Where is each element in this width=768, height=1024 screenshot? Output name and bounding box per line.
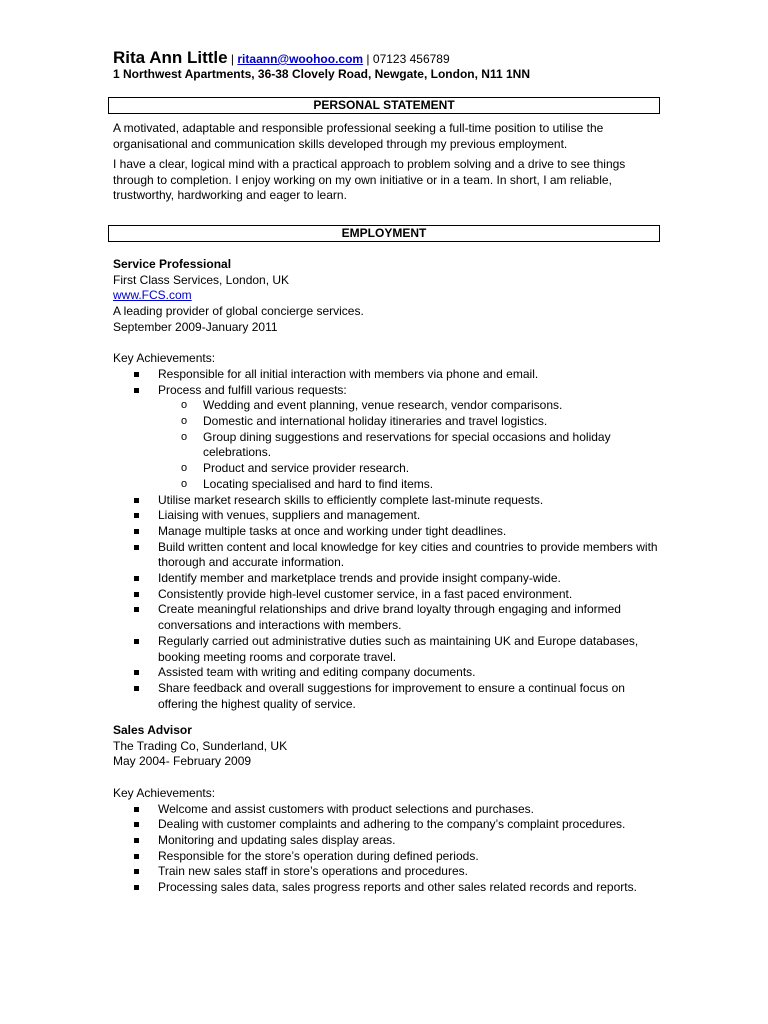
list-item: Monitoring and updating sales display areas. <box>158 833 658 849</box>
employment-dates: September 2009-January 2011 <box>113 319 278 334</box>
list-item: Liaising with venues, suppliers and management. <box>158 508 658 524</box>
list-item: Manage multiple tasks at once and working under tight deadlines. <box>158 524 658 540</box>
email-link[interactable]: ritaann@woohoo.com <box>237 52 364 66</box>
sub-list <box>158 398 658 492</box>
sub-list-item: o Product and service provider research. <box>203 461 658 477</box>
achievements-label: Key Achievements: <box>113 351 216 366</box>
list-item: Identify member and marketplace trends and provide insight company-wide. <box>158 571 658 587</box>
list-item: Responsible for the store’s operation during defined periods. <box>158 849 658 865</box>
phone-number: 07123 456789 <box>372 52 450 66</box>
job-1 <box>113 257 658 712</box>
sub-list-item: o Wedding and event planning, venue research, vendor comparisons. <box>203 398 658 414</box>
separator: | <box>227 52 238 66</box>
sub-list-item: o Group dining suggestions and reservations for special occasions and holiday celebrations. <box>203 430 658 461</box>
list-item: Process and fulfill various requests: o Wedding and event planning, venue research, vendor comparisons. o Domestic and international holiday itineraries and travel logistics. o Group dining suggestions and reservations for special occasions and holiday celebrations. o Product and service provider research. o Locating specialised and hard to find items. <box>158 383 658 493</box>
address: 1 Northwest Apartments, 36-38 Clovely Road, Newgate, London, N11 1NN <box>113 67 530 81</box>
list-item: Responsible for all initial interaction with members via phone and email. <box>158 367 658 383</box>
achievements-list <box>113 802 658 896</box>
company: First Class Services, London, UK <box>113 272 290 287</box>
list-item: Train new sales staff in store’s operations and procedures. <box>158 864 658 880</box>
statement-paragraph-1: A motivated, adaptable and responsible professional seeking a full-time position to utilise the organisational and communication skills developed through my previous employment. <box>113 121 604 151</box>
list-item: Welcome and assist customers with product selections and purchases. <box>158 802 658 818</box>
personal-statement-heading: PERSONAL STATEMENT <box>108 97 660 114</box>
candidate-name: Rita Ann Little <box>113 48 228 67</box>
job-2 <box>113 723 658 896</box>
list-item: Processing sales data, sales progress reports and other sales related records and reports. <box>158 880 658 896</box>
list-item: Build written content and local knowledge for key cities and countries to provide members with thorough and accurate information. <box>158 539 658 570</box>
employment-heading: EMPLOYMENT <box>108 225 660 242</box>
list-item: Create meaningful relationships and drive brand loyalty through engaging and informed conversations and interactions with members. <box>158 602 658 633</box>
company-description: A leading provider of global concierge services. <box>113 304 364 319</box>
separator: | <box>363 52 373 66</box>
list-item: Dealing with customer complaints and adhering to the company’s complaint procedures. <box>158 817 658 833</box>
company: The Trading Co, Sunderland, UK <box>113 738 288 753</box>
list-item: Regularly carried out administrative duties such as maintaining UK and Europe databases, booking meeting rooms and corporate travel. <box>158 634 658 665</box>
website-link[interactable]: www.FCS.com <box>113 288 192 303</box>
job-title: Sales Advisor <box>113 723 192 737</box>
job-title: Service Professional <box>113 257 232 271</box>
list-item: Assisted team with writing and editing company documents. <box>158 665 658 681</box>
achievements-label: Key Achievements: <box>113 785 216 800</box>
sub-list-item: o Locating specialised and hard to find items. <box>203 477 658 493</box>
list-item: Consistently provide high-level customer service, in a fast paced environment. <box>158 587 658 603</box>
achievements-list <box>113 367 658 712</box>
employment-dates: May 2004- February 2009 <box>113 754 252 769</box>
statement-paragraph-2: I have a clear, logical mind with a practical approach to problem solving and a drive to see things through to completion. I enjoy working on my own initiative or in a team. In short, I am reliable, trustworthy, hardworking and eager to learn. <box>113 157 626 203</box>
list-item: Share feedback and overall suggestions for improvement to ensure a continual focus on offering the highest quality of service. <box>158 681 658 712</box>
sub-list-item: o Domestic and international holiday itineraries and travel logistics. <box>203 414 658 430</box>
list-item: Utilise market research skills to efficiently complete last-minute requests. <box>158 493 658 509</box>
